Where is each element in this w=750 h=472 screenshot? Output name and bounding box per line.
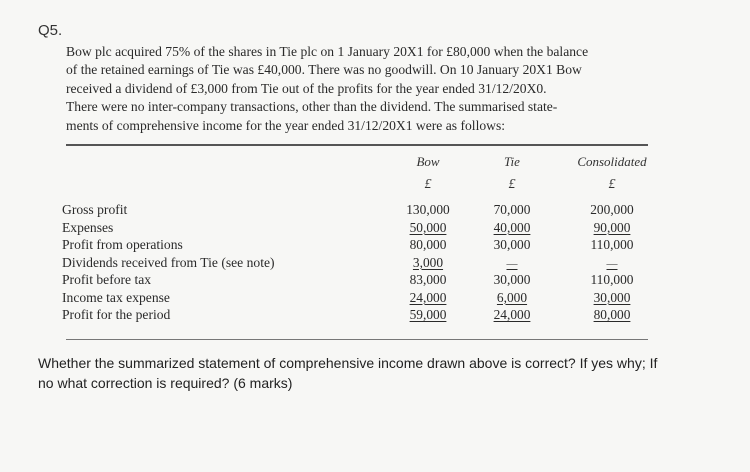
cell: 3,000	[412, 254, 444, 270]
question-line: no what correction is required? (6 marks)	[38, 375, 293, 391]
column-header-tie: Tie	[504, 154, 520, 169]
column-header-bow: Bow	[416, 154, 440, 169]
question-number: Q5.	[38, 22, 63, 39]
row-label: Profit for the period	[62, 307, 171, 322]
cell: 24,000	[493, 307, 531, 322]
cell: 30,000	[593, 289, 631, 305]
cell: 30,000	[493, 237, 531, 252]
cell: 200,000	[590, 202, 634, 217]
cell: 40,000	[493, 219, 531, 235]
paragraph-line: There were no inter-company transactions, other than the dividend. The summarised state-	[66, 99, 558, 115]
paragraph-line: received a dividend of £3,000 from Tie out of the profits for the year ended 31/12/20X0.	[66, 80, 547, 96]
row-label: Dividends received from Tie (see note)	[62, 254, 275, 270]
cell: 110,000	[590, 237, 634, 252]
row-label: Profit before tax	[62, 272, 152, 287]
question-paragraph	[66, 43, 666, 135]
currency-consolidated: £	[608, 176, 616, 191]
row-label: Profit from operations	[62, 237, 183, 252]
cell: 24,000	[409, 289, 447, 305]
cell: 83,000	[409, 272, 447, 287]
table-top-rule	[66, 144, 648, 146]
tie-column	[482, 201, 542, 324]
paragraph-line: of the retained earnings of Tie was £40,000. There was no goodwill. On 10 January 20X1 Bow	[66, 62, 582, 78]
row-label: Expenses	[62, 219, 114, 235]
cell: 30,000	[493, 272, 531, 287]
cell: 90,000	[593, 219, 631, 235]
cell: 80,000	[409, 237, 447, 252]
currency-tie: £	[508, 176, 516, 191]
cell: 130,000	[406, 202, 450, 217]
bow-column	[398, 201, 458, 324]
row-labels	[62, 201, 275, 324]
cell: —	[606, 257, 618, 270]
column-header-consolidated: Consolidated	[577, 154, 647, 169]
cell: 59,000	[409, 307, 447, 322]
row-label: Income tax expense	[62, 289, 170, 305]
cell: 6,000	[496, 289, 528, 305]
cell: 80,000	[593, 307, 631, 322]
question-text	[38, 353, 728, 393]
cell: 70,000	[493, 202, 531, 217]
question-line: Whether the summarized statement of comprehensive income drawn above is correct? If yes why; If	[38, 355, 658, 371]
cell: —	[506, 257, 518, 270]
currency-bow: £	[424, 176, 432, 191]
paragraph-line: ments of comprehensive income for the year ended 31/12/20X1 were as follows:	[66, 117, 506, 133]
table-bottom-rule	[66, 339, 648, 340]
paragraph-line: Bow plc acquired 75% of the shares in Tie plc on 1 January 20X1 for £80,000 when the balance	[66, 44, 589, 59]
cell: 50,000	[409, 219, 447, 235]
cell: 110,000	[590, 272, 634, 287]
consolidated-column	[562, 201, 662, 324]
row-label: Gross profit	[62, 202, 128, 217]
